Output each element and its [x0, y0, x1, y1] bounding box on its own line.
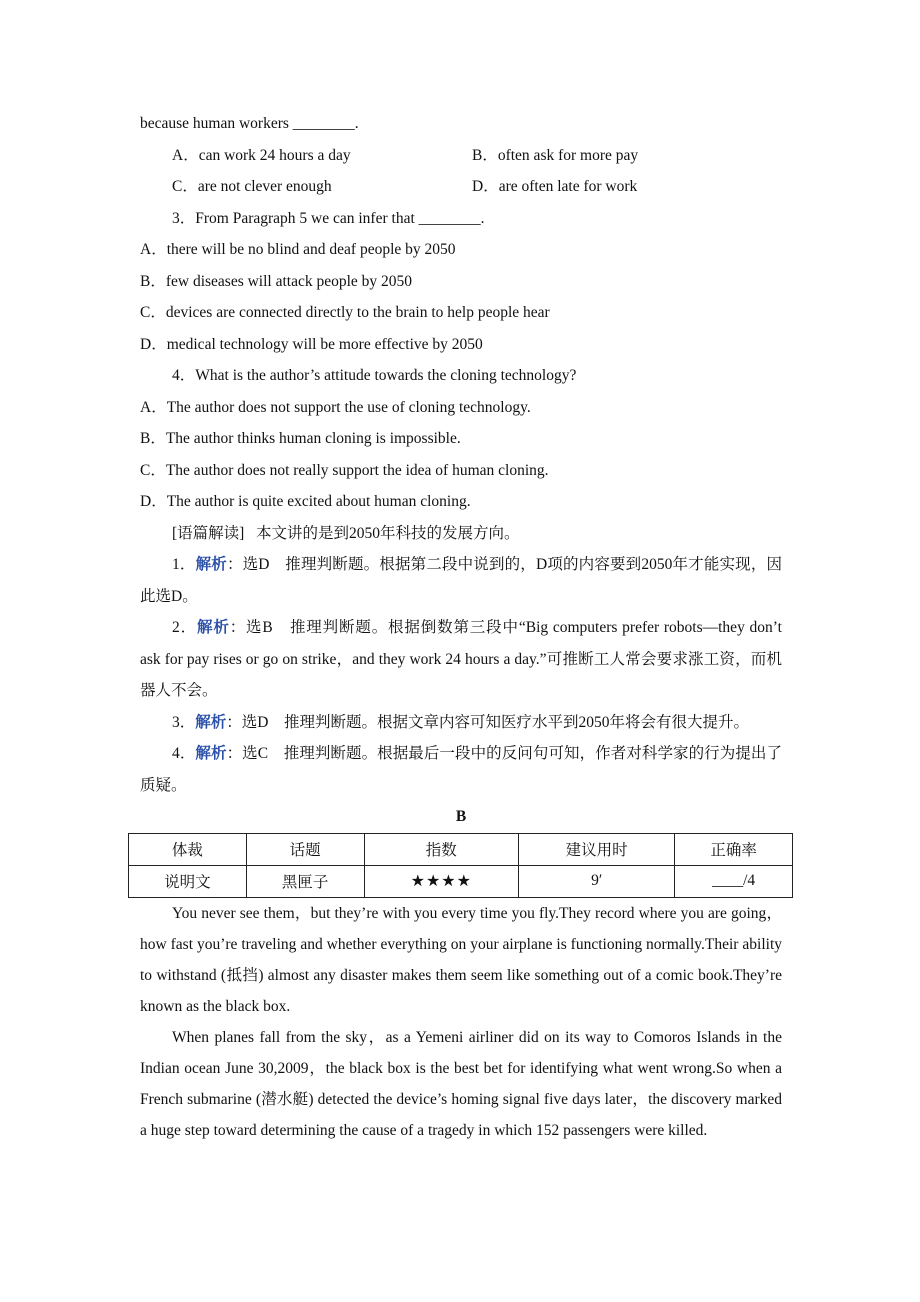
option-c: C．are not clever enough [172, 178, 332, 195]
analysis-section [140, 549, 782, 801]
analysis-item: 2．解析：选B 推理判断题。根据倒数第三段中“Big computers prefer robots—they don’t ask for pay rises or go on strike，and they work 24 hours a day.”可推断工人常会要求涨工资，而机器人不会。 [140, 619, 782, 699]
question-2-tail: because human workers ________. [140, 115, 359, 132]
table-header-cell: 建议用时 [519, 833, 675, 865]
analysis-text: 选D 推理判断题。根据第二段中说到的，D项的内容要到2050年才能实现，因此选D。 [140, 556, 782, 605]
question-3-option-d: D．medical technology will be more effective by 2050 [140, 335, 483, 353]
analysis-label: 解析 [195, 745, 227, 762]
question-4-option-b: B．The author thinks human cloning is impossible. [140, 430, 461, 447]
analysis-text: 选D 推理判断题。根据文章内容可知医疗水平到2050年将会有很大提升。 [241, 713, 749, 731]
question-3-stem: 3．From Paragraph 5 we can infer that ________. [172, 209, 485, 227]
passage-paragraph: When planes fall from the sky，as a Yemeni airliner did on its way to Comoros Islands in the Indian ocean June 30,2009，the black box is the best bet for identifying what went wrong.So when a French submarine (潜水艇) detected the device’s homing signal five days later，the discovery marked a huge step toward determining the cause of a tragedy in which 152 passengers were killed. [140, 1028, 782, 1139]
question-4-stem: 4．What is the author’s attitude towards the cloning technology? [172, 367, 577, 384]
table-row [129, 865, 793, 897]
question-4-option-c: C．The author does not really support the idea of human cloning. [140, 461, 549, 479]
passage-paragraph: You never see them，but they’re with you every time you fly.They record where you are going，how fast you’re traveling and whether everything on your airplane is functioning normally.Their ability to withstand (抵挡) almost any disaster makes them seem like something out of a comic book.They’re known as the black box. [140, 904, 782, 1015]
table-header-cell: 指数 [364, 833, 519, 865]
table-cell-accuracy: ____/4 [675, 865, 793, 897]
table-header-row [129, 833, 793, 865]
question-4-option-a: A．The author does not support the use of cloning technology. [140, 398, 531, 416]
analysis-item: 3．解析：选D 推理判断题。根据文章内容可知医疗水平到2050年将会有很大提升。 [172, 713, 749, 731]
analysis-label: 解析 [195, 713, 227, 731]
analysis-number: 1． [172, 556, 196, 573]
analysis-label: 解析 [196, 619, 230, 636]
table-cell-difficulty-stars: ★★★★ [364, 865, 519, 897]
table-cell-suggested-time: 9′ [519, 865, 675, 897]
analysis-number: 3． [172, 713, 196, 731]
table-cell-topic: 黑匣子 [246, 865, 364, 897]
table-header-cell: 话题 [246, 833, 364, 865]
analysis-label: 解析 [195, 556, 227, 573]
analysis-item: 4．解析：选C 推理判断题。根据最后一段中的反问句可知，作者对科学家的行为提出了质疑。 [140, 745, 782, 794]
question-2-options-row-1 [140, 140, 782, 172]
analysis-number: 4． [172, 745, 196, 762]
question-4-option-d: D．The author is quite excited about human cloning. [140, 493, 471, 510]
analysis-text: 选B 推理判断题。根据倒数第三段中“Big computers prefer robots—they don’t ask for pay rises or go on strike，and they work 24 hours a day.”可推断工人常会要求涨工资，而机器人不会。 [140, 619, 782, 699]
reading-summary [140, 518, 782, 550]
table-cell-genre: 说明文 [129, 865, 247, 897]
option-b: B．often ask for more pay [472, 146, 639, 164]
document-page [140, 108, 782, 1146]
analysis-number: 2． [172, 619, 197, 636]
passage-info-table [128, 833, 793, 898]
reading-summary-label: [语篇解读] [172, 524, 245, 542]
table-header-cell: 正确率 [675, 833, 793, 865]
question-3-option-c: C．devices are connected directly to the brain to help people hear [140, 304, 550, 321]
option-a: A．can work 24 hours a day [172, 146, 351, 164]
analysis-text: 选C 推理判断题。根据最后一段中的反问句可知，作者对科学家的行为提出了质疑。 [140, 745, 782, 794]
analysis-item: 1．解析：选D 推理判断题。根据第二段中说到的，D项的内容要到2050年才能实现，因此选D。 [140, 556, 782, 605]
section-title: B [455, 808, 467, 825]
question-2-options-row-2 [140, 171, 782, 203]
table-header-cell: 体裁 [129, 833, 247, 865]
option-d: D．are often late for work [472, 178, 638, 195]
passage-b [140, 898, 782, 1146]
question-3-option-b: B．few diseases will attack people by 2050 [140, 272, 413, 290]
question-3-option-a: A．there will be no blind and deaf people by 2050 [140, 241, 456, 258]
reading-summary-text: 本文讲的是到2050年科技的发展方向。 [255, 524, 520, 542]
